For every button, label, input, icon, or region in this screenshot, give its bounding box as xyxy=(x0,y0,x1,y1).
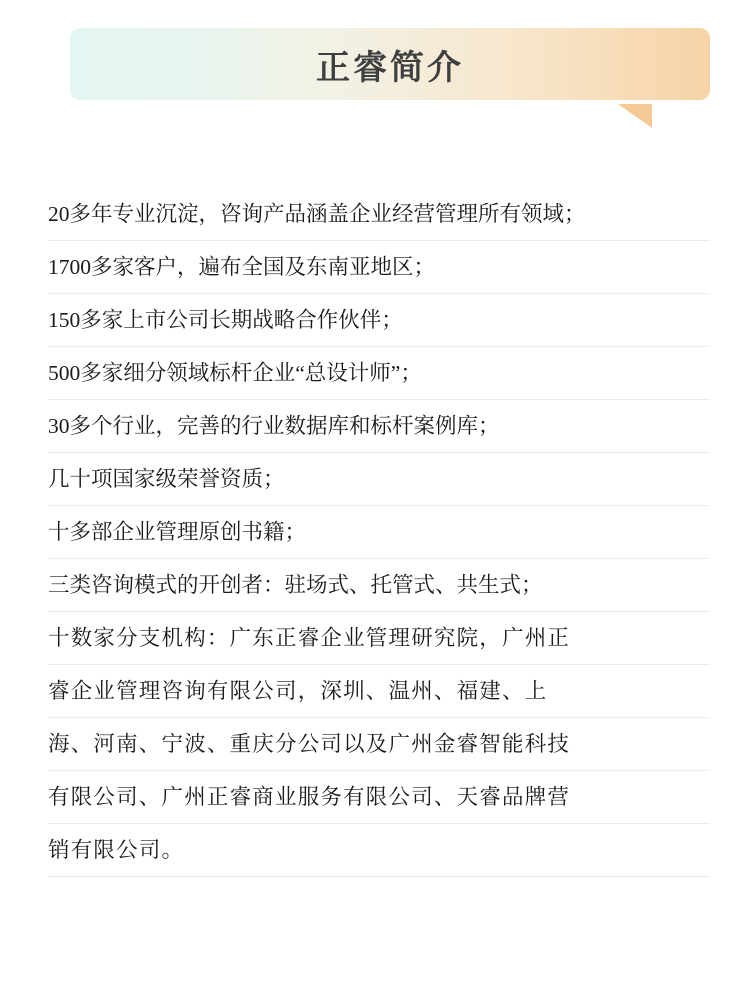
list-item: 30多个行业，完善的行业数据库和标杆案例库； xyxy=(48,400,710,453)
paragraph-row: 十数家分支机构：广东正睿企业管理研究院，广州正 xyxy=(48,612,710,665)
page-title: 正睿简介 xyxy=(316,48,464,87)
document-body xyxy=(48,188,710,877)
paragraph-row: 睿企业管理咨询有限公司，深圳、温州、福建、上 xyxy=(48,665,710,718)
paragraph-row: 海、河南、宁波、重庆分公司以及广州金睿智能科技 xyxy=(48,718,710,771)
list-item: 三类咨询模式的开创者：驻场式、托管式、共生式； xyxy=(48,559,710,612)
paragraph-row: 有限公司、广州正睿商业服务有限公司、天睿品牌营 xyxy=(48,771,710,824)
banner-tail-shape xyxy=(618,104,652,128)
list-item: 十多部企业管理原创书籍； xyxy=(48,506,710,559)
list-item: 1700多家客户，遍布全国及东南亚地区； xyxy=(48,241,710,294)
list-item: 150多家上市公司长期战略合作伙伴； xyxy=(48,294,710,347)
document-page xyxy=(0,28,750,983)
branches-paragraph xyxy=(48,612,710,877)
list-item: 20多年专业沉淀，咨询产品涵盖企业经营管理所有领域； xyxy=(48,188,710,241)
paragraph-row: 销有限公司。 xyxy=(48,824,710,877)
list-item: 500多家细分领域标杆企业“总设计师”； xyxy=(48,347,710,400)
list-item: 几十项国家级荣誉资质； xyxy=(48,453,710,506)
header-banner xyxy=(70,28,710,108)
banner-background xyxy=(70,28,710,100)
